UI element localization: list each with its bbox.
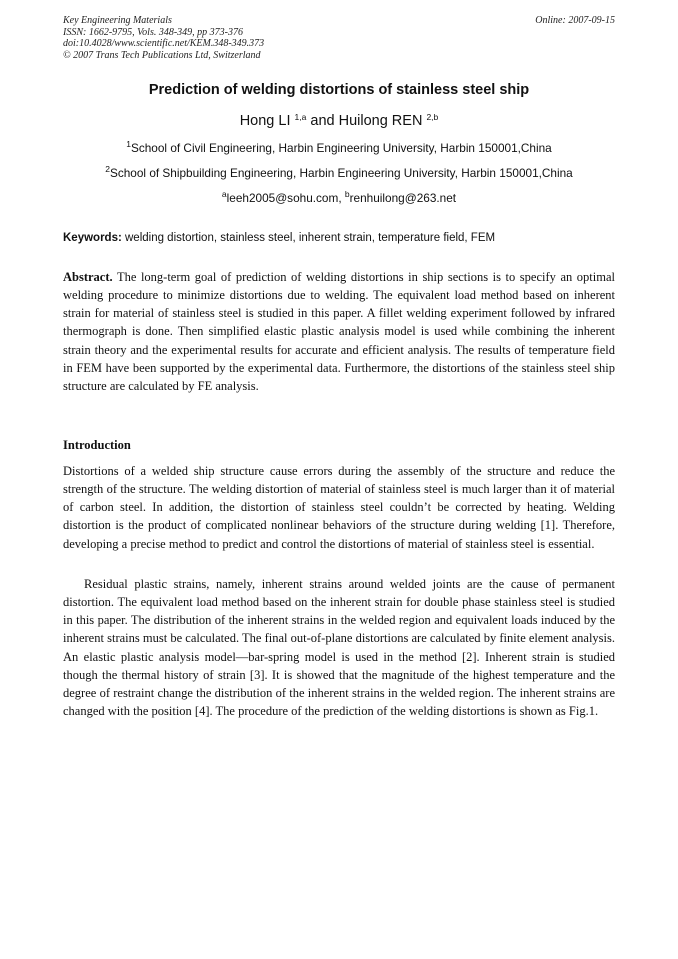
- author-name: Hong LI: [239, 113, 295, 129]
- author-name: Huilong REN: [338, 113, 427, 129]
- email-mark: b: [344, 189, 350, 199]
- online-date: Online: 2007-09-15: [535, 15, 615, 26]
- author-joiner: and: [306, 113, 339, 129]
- introduction-paragraph: Residual plastic strains, namely, inherent strains around welded joints are the cause of permanent distortion. The equivalent load method based on the inherent strain for double phase stainless steel is studied in this paper. The distribution of the inherent strains in the welded region and equivalent loads induced by the inherent strains must be calculated. The final out-of-plane distortions are calculated by finite element analysis. An elastic plastic analysis model—bar-spring model is used in the method [2]. Inherent strain is studied though the thermal history of strain [3]. It is showed that the magnitude of the highest temperature and the degree of restraint change the distribution of the inherent strains in the welded region. The inherent strains are changed with the position [4]. The procedure of the prediction of the welding distortions is shown as Fig.1.: [63, 577, 615, 719]
- author-affiliation-mark: 1,a: [294, 112, 307, 122]
- journal-name: Key Engineering Materials: [63, 15, 172, 26]
- abstract: [63, 268, 615, 395]
- affiliation-text: School of Shipbuilding Engineering, Harbin Engineering University, Harbin 150001,China: [109, 166, 573, 180]
- keywords-text: welding distortion, stainless steel, inherent strain, temperature field, FEM: [121, 232, 496, 244]
- affiliation-mark: 1: [126, 139, 131, 149]
- email-link[interactable]: renhuilong@263.net: [349, 191, 457, 205]
- introduction-paragraph: Distortions of a welded ship structure cause errors during the assembly of the structure and reduce the strength of the structure. The welding distortion of material of stainless steel is much larger than it of material of carbon steel. In addition, the distortion of stainless steel couldn’t be corrected by heating. Welding distortion is the product of complicated nonlinear behaviors of the structure during welding [1]. Therefore, developing a precise method to predict and control the distortions of material of stainless steel is essential.: [63, 464, 615, 551]
- section-heading-introduction: Introduction: [63, 438, 131, 452]
- affiliation-text: School of Civil Engineering, Harbin Engineering University, Harbin 150001,China: [130, 141, 552, 155]
- affiliation-1: [0, 141, 678, 155]
- doi-line: doi:10.4028/www.scientific.net/KEM.348-349.373: [63, 38, 265, 49]
- keywords-label: Keywords:: [63, 232, 122, 244]
- email-link[interactable]: leeh2005@sohu.com,: [226, 191, 345, 205]
- journal-metadata: [63, 15, 264, 61]
- author-line: [0, 113, 678, 129]
- abstract-label: Abstract.: [63, 270, 113, 284]
- affiliation-2: [0, 166, 678, 180]
- copyright-line: © 2007 Trans Tech Publications Ltd, Switzerland: [63, 49, 261, 61]
- abstract-text: The long-term goal of prediction of welding distortions in ship sections is to specify an optimal welding procedure to minimize distortions due to welding. The equivalent load method based on inherent strain for material of stainless steel is studied in this paper. A fillet welding experiment followed by infrared thermograph is done. Then simplified elastic plastic analysis model is used while combining the inherent strain theory and the experimental results for accurate and efficient analysis. The results of temperature field in FEM have been supported by the experimental data. Furthermore, the distortions of the stainless steel ship structure are calculated by FE analysis.: [63, 270, 615, 393]
- author-emails: [0, 191, 678, 205]
- keywords: [63, 232, 615, 244]
- paper-title: Prediction of welding distortions of stainless steel ship: [148, 82, 530, 98]
- author-affiliation-mark: 2,b: [426, 112, 439, 122]
- email-mark: a: [221, 189, 227, 199]
- affiliation-mark: 2: [105, 164, 110, 174]
- issn-line: ISSN: 1662-9795, Vols. 348-349, pp 373-376: [63, 26, 243, 38]
